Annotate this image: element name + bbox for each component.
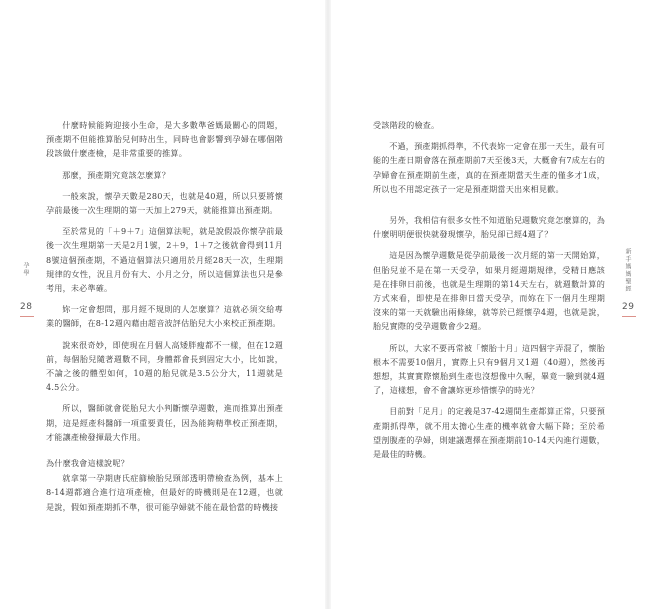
page-number-left: 28: [20, 302, 33, 312]
paragraph: 所以，大家不要再常被「懷胎十月」這四個字弄混了，懷胎根本不需要10個月，實際上只有9個月又1週（40週），然後再想想，其實實際懷胎到生產也沒想像中久喔，畢竟一驗到就4週了，這樣想，會不會讓妳更珍惜懷孕的時光？: [373, 342, 605, 396]
folio-rule-right: [622, 316, 636, 317]
paragraph: 所以，醫師就會從胎兒大小判斷懷孕週數，進而推算出預產期，這是經產科醫師一項重要責任，因為能夠精準校正預產期，才能讓產檢發揮最大作用。: [46, 403, 283, 442]
running-header-right: 新手媽媽聖經: [624, 248, 631, 293]
paragraph: 目前對「足月」的定義是37-42週間生產都算正常，只要預產期抓得準，就不用太擔心生產的機率就會大幅下降；至於希望剖腹產的孕婦，則建議選擇在預產期前10-14天內進行週數，是最佳的時機。: [373, 406, 605, 460]
paragraph: 說來很奇妙，即使現在月個人高矮胖瘦都不一樣，但在12週前，每個胎兒隨著週數不同，身體都會長到固定大小，比如說，不論之後的體型如何，10週的胎兒就是3.5公分大，11週就是4.5公分。: [46, 339, 283, 393]
section-heading: 為什麼我會這樣說呢？: [46, 458, 129, 469]
right-text-column: [373, 118, 605, 468]
left-text-column: [46, 118, 283, 521]
paragraph: 另外，我相信有很多女性不知道胎兒週數究竟怎麼算的，為什麼明明便很快就發現懷孕，胎兒卻已經4週了？: [373, 215, 605, 240]
right-page: [328, 0, 655, 609]
paragraph: 不過，預產期抓得準，不代表妳一定會在那一天生，最有可能的生產日期會落在預產期前7天至後3天，大概會有7成左右的孕婦會在預產期前生產，真的在預產期當天生產的僅多才1成，所以也不用認定孩子一定是預產期當天出來相見歡。: [373, 141, 605, 194]
running-header-left: 孕學: [22, 262, 29, 277]
paragraph: 受該階段的檢查。: [373, 120, 440, 130]
paragraph: 一般來說，懷孕天數是280天，也就是40週，所以只要將懷孕前最後一次生理期的第一天加上279天，就能推算出預產期。: [46, 190, 283, 216]
page-number-right: 29: [622, 302, 635, 312]
paragraph: 那麼，預產期究竟該怎麼算？: [62, 169, 171, 180]
paragraph: 什麼時候能夠迎接小生命，是大多數準爸媽最關心的問題，預產期不但能推算胎兒何時出生，同時也會影響到孕婦在哪個階段該做什麼產檢，是非常重要的推算。: [46, 120, 283, 159]
left-page: [0, 0, 327, 609]
folio-rule-left: [20, 316, 34, 317]
paragraph: 就拿第一孕期唐氏症篩檢胎兒頸部透明帶檢查為例，基本上8-14週都適合進行這項產檢，但最好的時機則是在12週，也就是說，假如預產期抓不準，很可能孕婦就不能在最恰當的時機接: [46, 473, 283, 512]
paragraph: 至於常見的「＋9＋7」這個算法呢，就是說假設你懷孕前最後一次生理期第一天是2月1號，2＋9，1＋7之後就會得到11月8號這個預產期，不過這個算法只適用於月經28天一次，生理期規律的女性，況且月份有大、小月之分，所以這個算法也只是參考用，未必準確。: [46, 226, 283, 294]
paragraph: 妳一定會想問，那月經不規則的人怎麼算？這就必須交給專業的醫師，在8-12週內藉由超音波評估胎兒大小來校正預產期。: [46, 304, 283, 329]
paragraph: 這是因為懷孕週數是從孕前最後一次月經的第一天開始算，但胎兒並不是在第一天受孕，如果月經週期規律，受精日應該是在排卵日前後，也就是生理期的第14天左右，就週數計算的方式來看，即使是在排卵日當天受孕，而妳在下一個月生理期沒來的第一天就驗出兩條線，就等於已經懷孕4週，也就是說，胎兒實際的受孕週數會少2週。: [373, 250, 605, 332]
